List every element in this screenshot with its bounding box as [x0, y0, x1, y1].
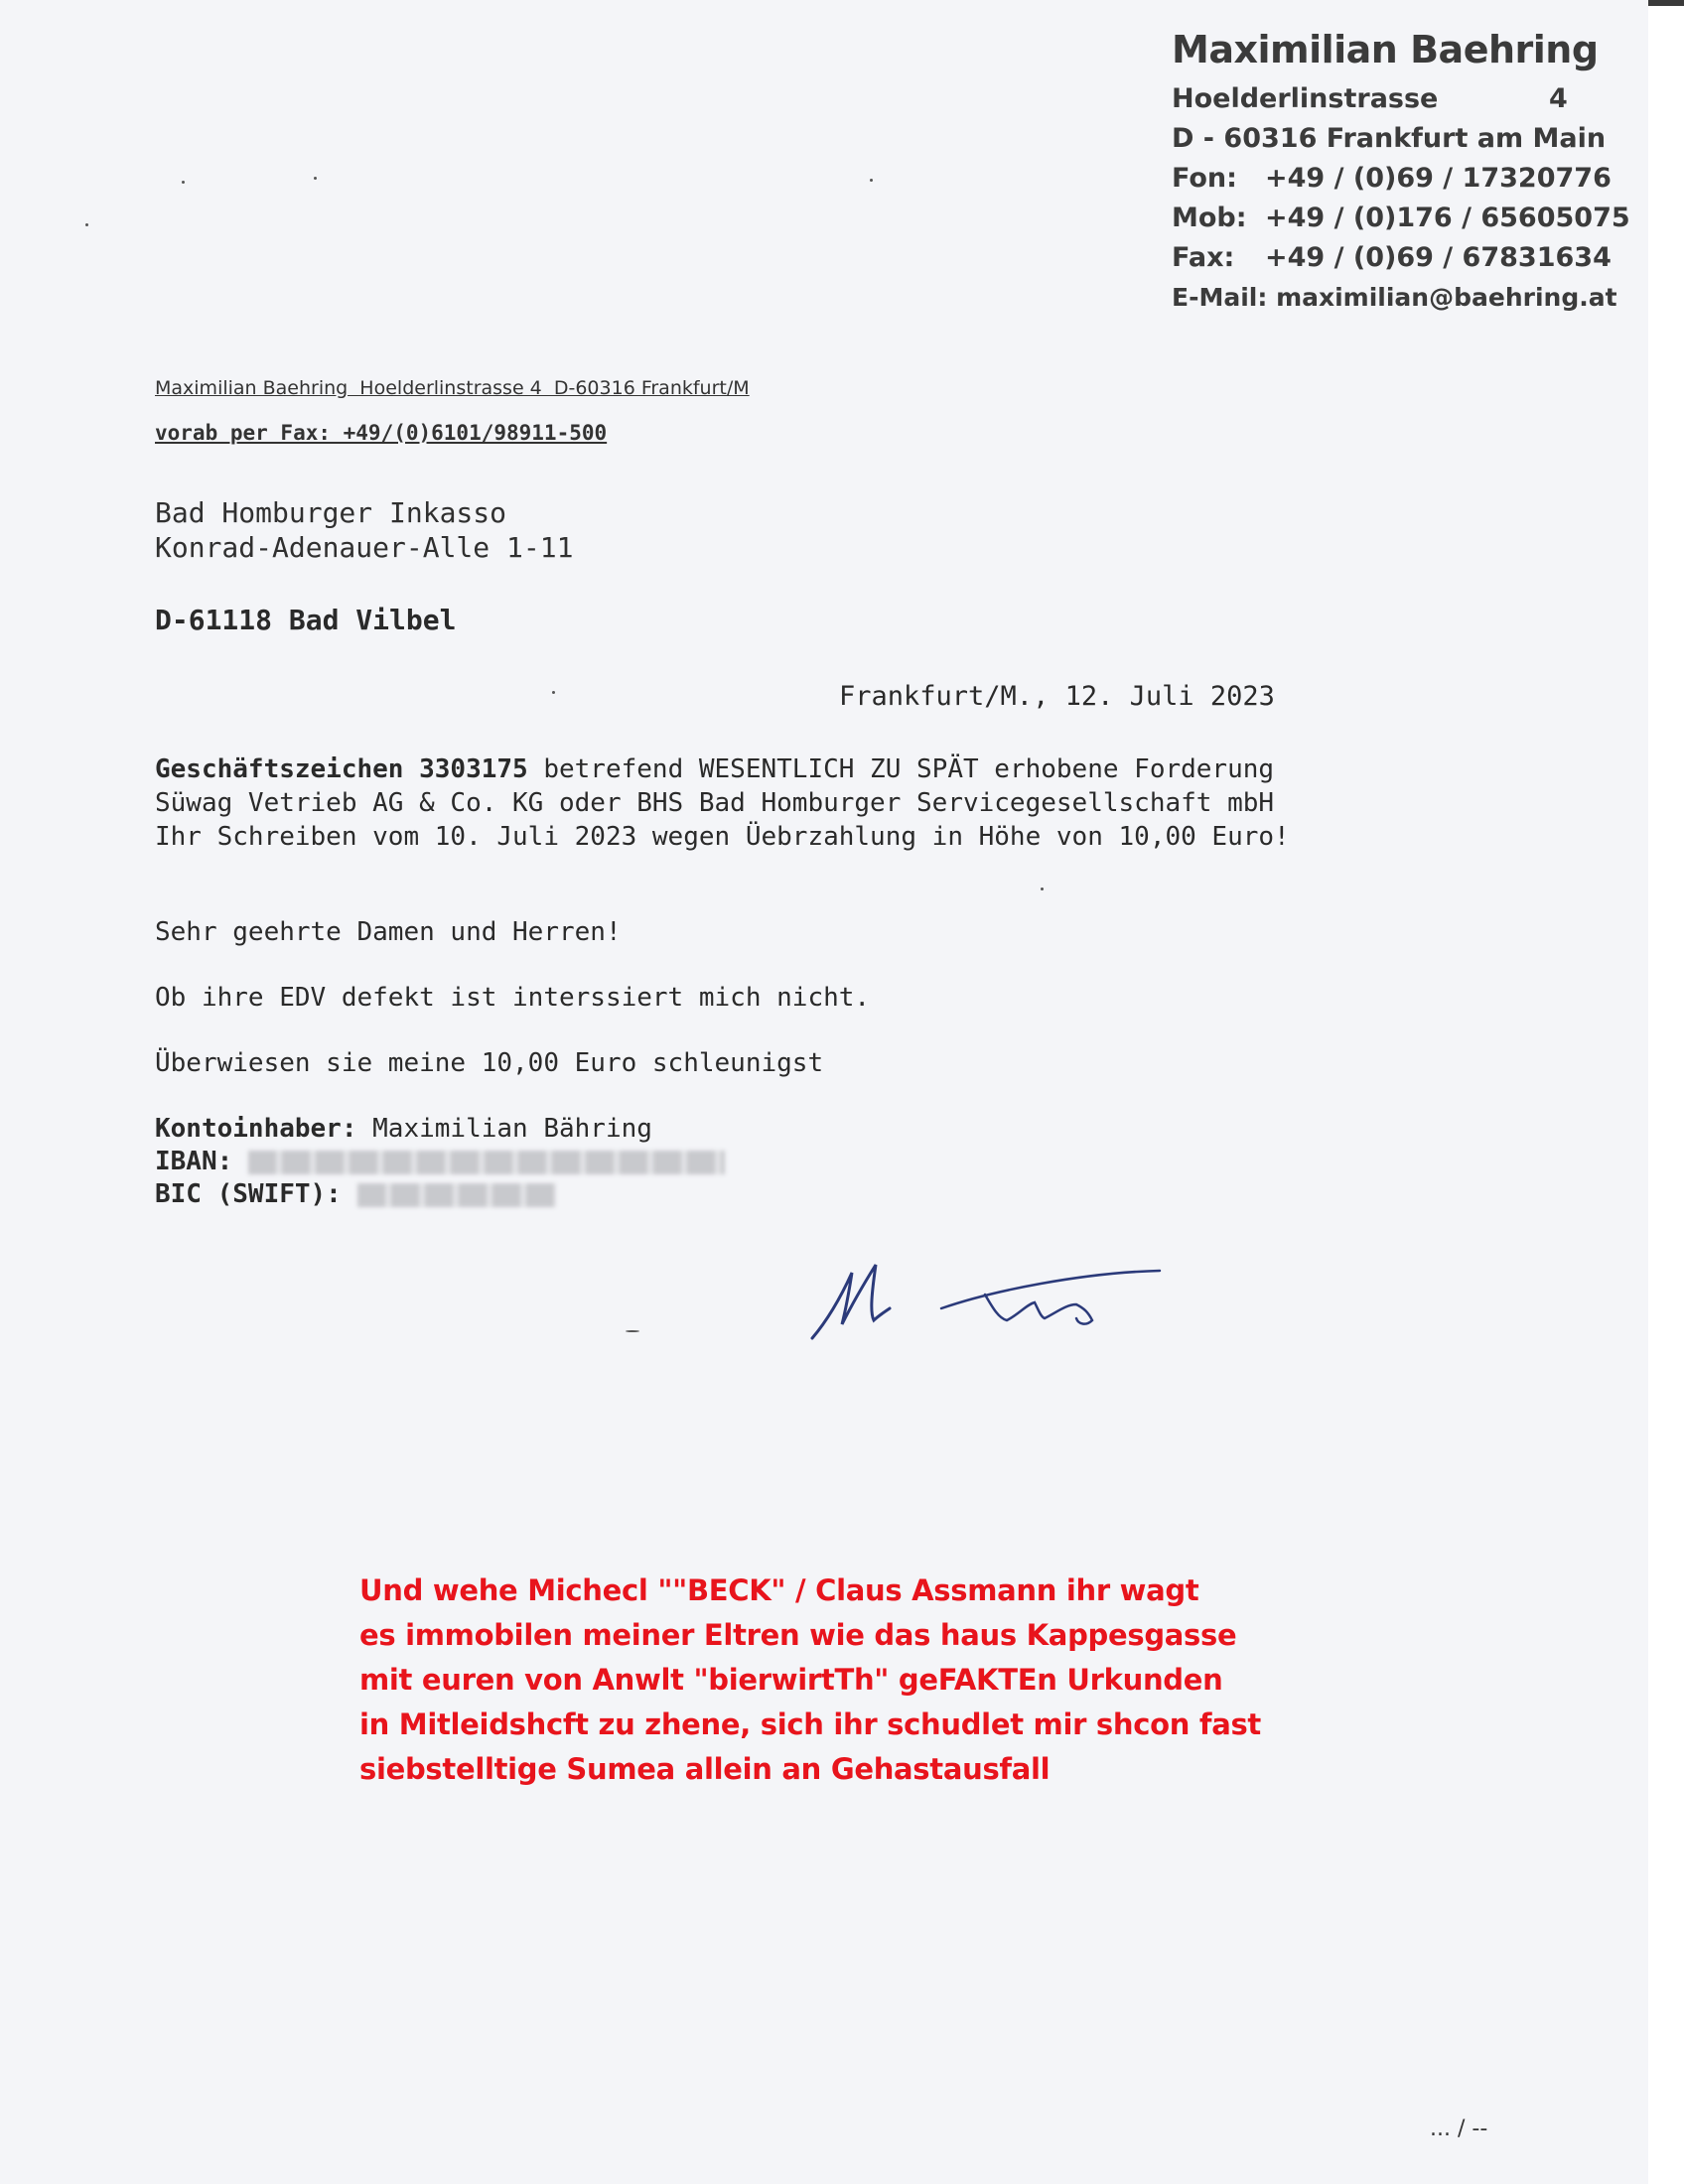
scan-edge — [1648, 0, 1684, 2184]
subject-line-2: Süwag Vetrieb AG & Co. KG oder BHS Bad Homburger Servicegesellschaft mbH — [155, 788, 1275, 818]
sender-line: Maximilian Baehring Hoelderlinstrasse 4 D-60316 Frankfurt/M — [155, 377, 750, 399]
letterhead-name: Maximilian Baehring — [1172, 28, 1599, 71]
salutation: Sehr geehrte Damen und Herren! — [155, 917, 622, 947]
recipient-city: D-61118 Bad Vilbel — [155, 604, 457, 636]
page-continuation: ... / -- — [1430, 2116, 1488, 2141]
scan-speck — [552, 691, 555, 694]
body-line-2: Überwiesen sie meine 10,00 Euro schleunigst — [155, 1048, 824, 1078]
scan-speck — [182, 181, 185, 184]
note-line-2: es immobilen meiner Eltren wie das haus Kappesgasse — [359, 1618, 1237, 1652]
letterhead-email — [1172, 278, 1630, 318]
handwritten-signature — [794, 1221, 1182, 1360]
iban-row — [155, 1147, 725, 1176]
scan-speck — [1041, 887, 1044, 890]
account-holder — [155, 1114, 652, 1144]
email-address: maximilian@baehring.at — [1276, 283, 1617, 312]
note-line-3: mit euren von Anwlt "bierwirtTh" geFAKTEn Urkunden — [359, 1663, 1223, 1697]
scan-edge-bar — [1648, 0, 1684, 6]
subject-line-1-rest: betrefend WESENTLICH ZU SPÄT erhobene Forderung — [527, 754, 1275, 784]
fax-line: vorab per Fax: +49/(0)6101/98911-500 — [155, 421, 608, 445]
bic-label: BIC (SWIFT): — [155, 1179, 342, 1209]
iban-redacted — [248, 1151, 725, 1174]
scan-speck — [626, 1330, 639, 1332]
fon-label: Fon: — [1172, 163, 1237, 194]
subject-line-1 — [155, 752, 1290, 786]
bic-row — [155, 1179, 556, 1209]
account-holder-name: Maximilian Bähring — [356, 1114, 652, 1144]
red-note — [359, 1569, 1261, 1792]
reference-number: Geschäftszeichen 3303175 — [155, 754, 528, 784]
account-holder-label: Kontoinhaber: — [155, 1114, 357, 1144]
mob-number: +49 / (0)176 / 65605075 — [1265, 203, 1630, 233]
body-line-1: Ob ihre EDV defekt ist interssiert mich nicht. — [155, 983, 871, 1013]
note-line-1: Und wehe Michecl ""BECK" / Claus Assmann ihr wagt — [359, 1573, 1199, 1607]
bic-redacted — [357, 1183, 556, 1207]
recipient-street: Konrad-Adenauer-Alle 1-11 — [155, 531, 574, 564]
scan-speck — [870, 179, 873, 182]
recipient-name: Bad Homburger Inkasso — [155, 496, 507, 529]
email-label: E-Mail: — [1172, 283, 1268, 312]
note-line-4: in Mitleidshcft zu zhene, sich ihr schudlet mir shcon fast — [359, 1707, 1261, 1741]
mob-label: Mob: — [1172, 203, 1247, 233]
scan-speck — [85, 223, 88, 226]
note-line-5: siebstelltige Sumea allein an Gehastausfall — [359, 1752, 1051, 1786]
letterhead — [1172, 28, 1630, 318]
letterhead-mob — [1172, 199, 1630, 238]
fon-number: +49 / (0)69 / 17320776 — [1265, 163, 1612, 194]
letterhead-street — [1172, 79, 1630, 119]
letterhead-city: D - 60316 Frankfurt am Main — [1172, 123, 1607, 154]
subject-block — [155, 752, 1290, 854]
subject-line-3: Ihr Schreiben vom 10. Juli 2023 wegen Üebrzahlung in Höhe von 10,00 Euro! — [155, 822, 1290, 852]
letter-date: Frankfurt/M., 12. Juli 2023 — [839, 681, 1275, 712]
fax-number: +49 / (0)69 / 67831634 — [1265, 242, 1612, 273]
fax-label: Fax: — [1172, 242, 1235, 273]
scan-speck — [314, 177, 317, 180]
letterhead-street-number: 4 — [1549, 83, 1568, 114]
letterhead-fax — [1172, 238, 1630, 278]
iban-label: IBAN: — [155, 1147, 233, 1176]
letterhead-street-name: Hoelderlinstrasse — [1172, 83, 1439, 114]
letterhead-fon — [1172, 159, 1630, 199]
